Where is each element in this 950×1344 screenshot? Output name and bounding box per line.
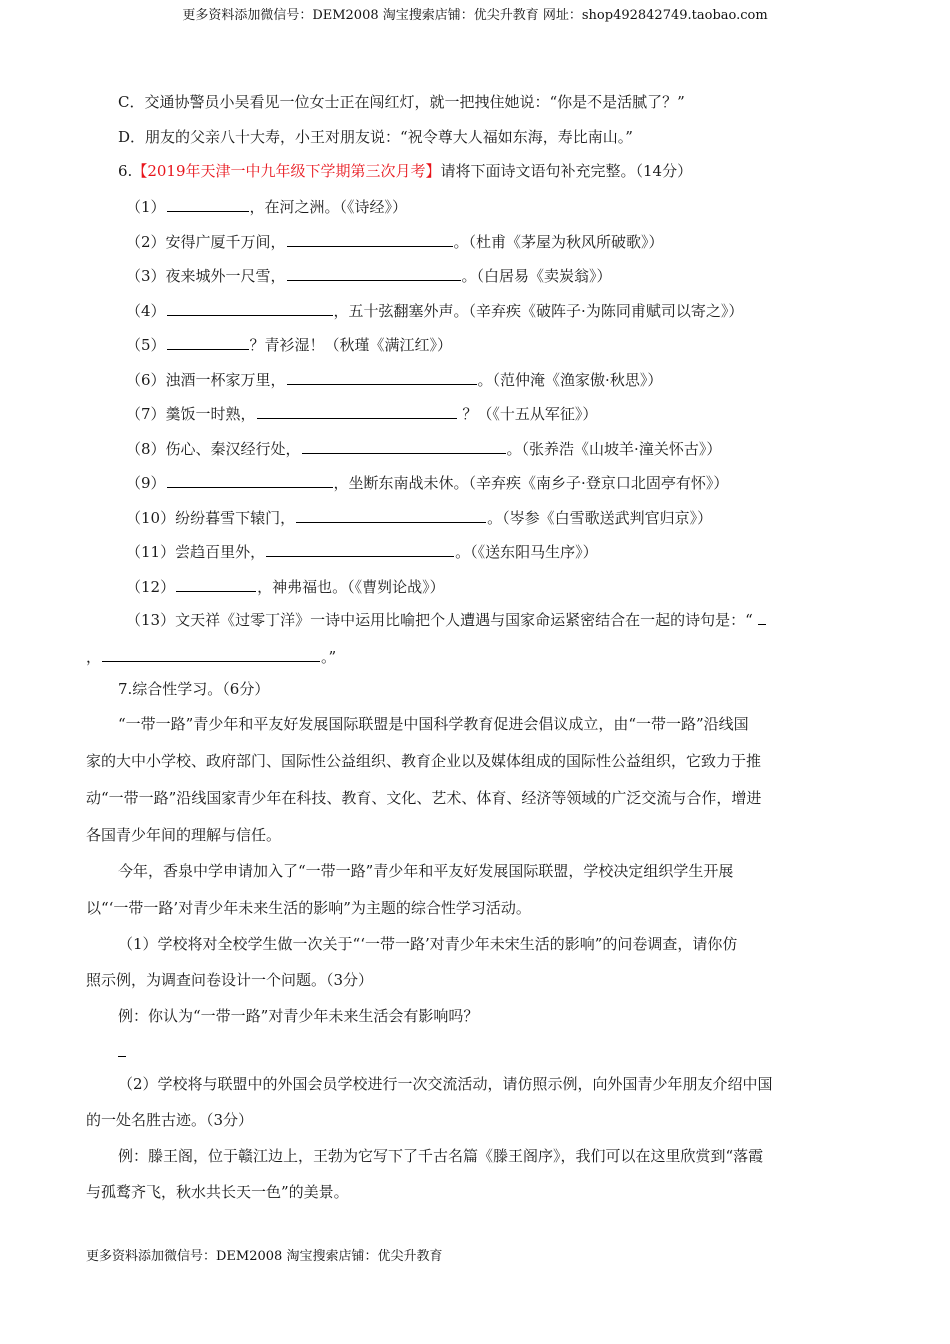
q7-paragraph-line: 以“‘一带一路’对青少年未来生活的影响”为主题的综合性学习活动。 <box>86 899 531 917</box>
answer-blank[interactable] <box>167 471 333 488</box>
q7-sub2-example-line: 与孤鹜齐飞，秋水共长天一色”的美景。 <box>86 1183 349 1201</box>
q6-item <box>126 402 597 424</box>
q7-paragraph-line: 各国青少年间的理解与信任。 <box>86 826 282 844</box>
item-text: 。（张养浩《山坡羊·潼关怀古》） <box>506 440 722 458</box>
answer-blank[interactable] <box>296 506 486 523</box>
answer-blank[interactable] <box>266 540 454 557</box>
q6-item <box>126 333 452 355</box>
item-text: （13）文天祥《过零丁洋》一诗中运用比喻把个人遭遇与国家命运紧密结合在一起的诗句是：“ <box>126 611 753 629</box>
item-text: ，神弗福也。（《曹刿论战》） <box>257 578 445 596</box>
q7-paragraph-line: 家的大中小学校、政府部门、国际性公益组织、教育企业以及媒体组成的国际性公益组织，它致力于推 <box>86 752 762 770</box>
item-text: （1） <box>126 198 166 216</box>
q7-sub1-line: 照示例，为调查问卷设计一个问题。（3分） <box>86 971 374 989</box>
answer-blank[interactable] <box>302 437 506 454</box>
q6-item-13-continued <box>86 645 336 667</box>
answer-blank[interactable] <box>176 575 256 592</box>
item-text: ， <box>86 648 102 666</box>
q6-item <box>126 540 598 562</box>
item-text: 。（岑参《白雪歌送武判官归京》） <box>487 509 713 527</box>
item-text: （7）羹饭一时熟， <box>126 405 256 423</box>
answer-blank[interactable] <box>167 195 249 212</box>
q7-title: 7.综合性学习。（6分） <box>118 680 270 698</box>
q6-item <box>126 230 664 252</box>
item-text: ，五十弦翻塞外声。（辛弃疾《破阵子·为陈同甫赋司以寄之》） <box>333 302 744 320</box>
q6-item <box>126 195 407 217</box>
item-text: 。” <box>321 648 337 666</box>
answer-blank[interactable] <box>167 299 333 316</box>
q6-heading <box>118 161 692 181</box>
item-text: （4） <box>126 302 166 320</box>
q7-sub1-answer <box>118 1042 126 1062</box>
q6-item <box>126 368 662 390</box>
item-text: （9） <box>126 474 166 492</box>
page-footer: 更多资料添加微信号：DEM2008 淘宝搜索店铺：优尖升教育 <box>86 1249 443 1264</box>
answer-blank[interactable] <box>287 264 461 281</box>
item-text: （10）纷纷暮雪下辕门， <box>126 509 296 527</box>
answer-blank[interactable] <box>257 402 457 419</box>
q6-item <box>126 299 743 321</box>
q6-item <box>126 575 445 597</box>
item-text: （6）浊酒一杯家万里， <box>126 371 286 389</box>
q5-option-d: D．朋友的父亲八十大寿，小王对朋友说：“祝令尊大人福如东海，寿比南山。” <box>118 128 633 146</box>
item-text: ，坐断东南战未休。（辛弃疾《南乡子·登京口北固亭有怀》） <box>333 474 729 492</box>
q7-paragraph-line: 动“一带一路”沿线国家青少年在科技、教育、文化、艺术、体育、经济等领域的广泛交流与合作，增进 <box>86 789 762 807</box>
q7-paragraph-line: “一带一路”青少年和平友好发展国际联盟是中国科学教育促进会倡议成立，由“一带一路”沿线国 <box>118 715 749 733</box>
answer-blank[interactable] <box>118 1042 126 1057</box>
item-text: （5） <box>126 336 166 354</box>
answer-blank[interactable] <box>287 368 477 385</box>
q6-item-13 <box>126 610 766 630</box>
item-text: ，在河之洲。（《诗经》） <box>249 198 408 216</box>
answer-blank[interactable] <box>758 610 766 625</box>
q7-sub2-line: （2）学校将与联盟中的外国会员学校进行一次交流活动，请仿照示例，向外国青少年朋友介绍中国 <box>118 1075 773 1093</box>
item-text: 。（范仲淹《渔家傲·秋思》） <box>477 371 663 389</box>
item-text: （3）夜来城外一尺雪， <box>126 267 286 285</box>
item-text: （11）尝趋百里外， <box>126 543 266 561</box>
q6-item <box>126 437 721 459</box>
q7-sub2-line: 的一处名胜古迹。（3分） <box>86 1111 254 1129</box>
item-text: 。（白居易《卖炭翁》） <box>461 267 612 285</box>
answer-blank[interactable] <box>102 645 320 662</box>
q7-paragraph-line: 今年，香泉中学申请加入了“一带一路”青少年和平友好发展国际联盟，学校决定组织学生开展 <box>118 862 734 880</box>
q6-item <box>126 471 728 493</box>
q6-item <box>126 506 712 528</box>
q6-prompt: 请将下面诗文语句补充完整。（14分） <box>440 162 693 180</box>
q5-option-c: C．交通协警员小吴看见一位女士正在闯红灯，就一把拽住她说：“你是不是活腻了？” <box>118 93 685 111</box>
item-text: （12） <box>126 578 176 596</box>
answer-blank[interactable] <box>287 230 453 247</box>
item-text: 。（《送东阳马生序》） <box>455 543 598 561</box>
q6-number: 6. <box>118 162 133 180</box>
answer-blank[interactable] <box>167 333 249 350</box>
page-header: 更多资料添加微信号：DEM2008 淘宝搜索店铺：优尖升教育 网址：shop492842749.taobao.com <box>182 8 768 23</box>
item-text: （2）安得广厦千万间， <box>126 233 286 251</box>
item-text: （8）伤心、秦汉经行处， <box>126 440 301 458</box>
q7-sub1-example: 例：你认为“一带一路”对青少年未来生活会有影响吗？ <box>118 1007 479 1025</box>
q7-sub1-line: （1）学校将对全校学生做一次关于“‘一带一路’对青少年未宋生活的影响”的问卷调查，请你仿 <box>118 935 738 953</box>
item-text: ？（《十五从军征》） <box>462 405 598 423</box>
q7-sub2-example-line: 例：滕王阁，位于赣江边上，王勃为它写下了千古名篇《滕王阁序》，我们可以在这里欣赏到“落霞 <box>118 1147 764 1165</box>
q6-source-tag: 【2019年天津一中九年级下学期第三次月考】 <box>132 162 441 180</box>
item-text: 。（杜甫《茅屋为秋风所破歌》） <box>453 233 664 251</box>
item-text: ？青衫湿！（秋瑾《满江红》） <box>249 336 453 354</box>
q6-item <box>126 264 612 286</box>
